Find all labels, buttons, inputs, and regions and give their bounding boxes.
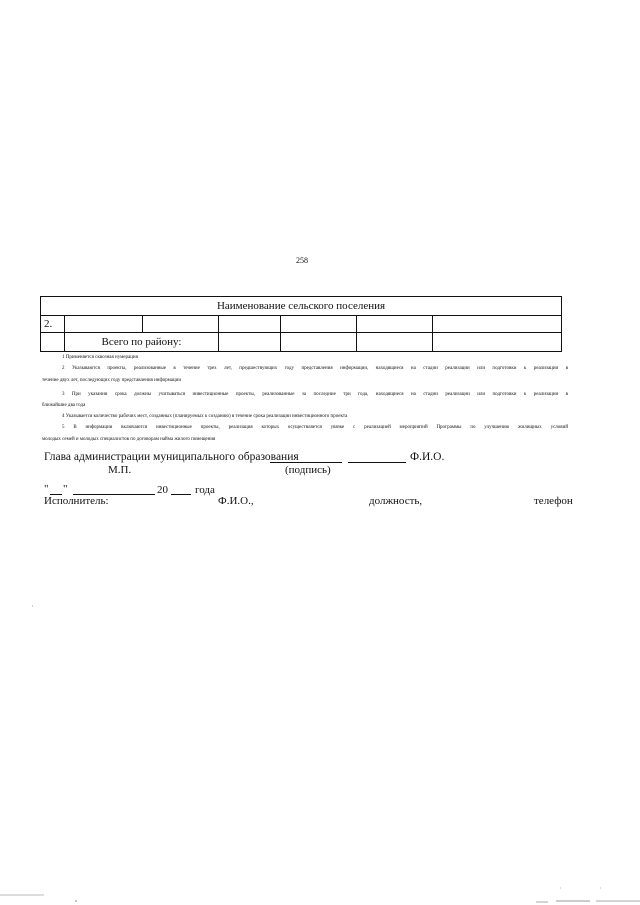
signature-caption: (подпись) — [285, 464, 331, 476]
footnote-1: 1 Применяется сквозная нумерация — [62, 355, 138, 360]
table-cell — [219, 316, 281, 333]
report-table — [40, 296, 562, 352]
year-blank — [171, 494, 191, 495]
executor-fio: Ф.И.О., — [218, 495, 254, 507]
year-suffix: года — [195, 484, 215, 496]
executor-position: должность, — [369, 495, 423, 507]
table-cell — [219, 333, 281, 352]
page-number: 258 — [296, 256, 308, 265]
year-prefix: 20 — [157, 484, 168, 496]
table-cell — [357, 316, 433, 333]
table-cell — [65, 316, 143, 333]
footnote-5: 5 В информации включаются инвестиционные проекты, реализация которых осуществляется увязке с реализацией мероприятий Программы по улучшению жилищных условий — [62, 425, 568, 430]
table-cell — [41, 333, 65, 352]
row-number-cell: 2. — [41, 316, 65, 333]
table-cell — [433, 316, 562, 333]
table-cell — [357, 333, 433, 352]
quote-close: " — [63, 483, 68, 495]
settlement-name-header: Наименование сельского поселения — [41, 297, 562, 316]
executor-label: Исполнитель: — [44, 495, 109, 507]
stamp-label: М.П. — [108, 464, 132, 476]
footnote-4: 4 Указывается количество рабочих мест, созданных (планируемых к созданию) в течение срока реализации инвестиционного проекта — [62, 414, 348, 419]
footnote-5-cont: молодых семей и молодых специалистов по договорам найма жилого помещения — [42, 437, 216, 442]
fio-blank — [348, 462, 406, 463]
signature-blank — [270, 462, 342, 463]
table-cell — [143, 316, 219, 333]
table-total-row — [41, 333, 562, 352]
total-label: Всего по району: — [65, 333, 219, 352]
footnote-2: 2 Указываются проекты, реализованные в течение трех лет, предшествующих году представления информации, находящиеся на стадии реализации или подготовки к реализации в — [62, 366, 568, 371]
footnote-3-cont: ближайшие два года — [42, 403, 86, 408]
head-of-administration-label: Глава администрации муниципального образования — [44, 451, 299, 463]
table-cell — [281, 316, 357, 333]
table-cell — [433, 333, 562, 352]
table-cell — [281, 333, 357, 352]
table-title-row — [41, 297, 562, 316]
footnote-2-cont: течение двух лет, последующих году представления информации — [42, 378, 182, 383]
quote-open: " — [44, 483, 49, 495]
executor-phone: телефон — [534, 495, 573, 507]
table-row — [41, 316, 562, 333]
footnote-3: 3 При указании срока должны учитываться инвестиционные проекты, реализованные за последние три года, находящиеся на стадии реализации или подготовки к реализации в — [62, 392, 568, 397]
fio-label: Ф.И.О. — [410, 451, 445, 463]
